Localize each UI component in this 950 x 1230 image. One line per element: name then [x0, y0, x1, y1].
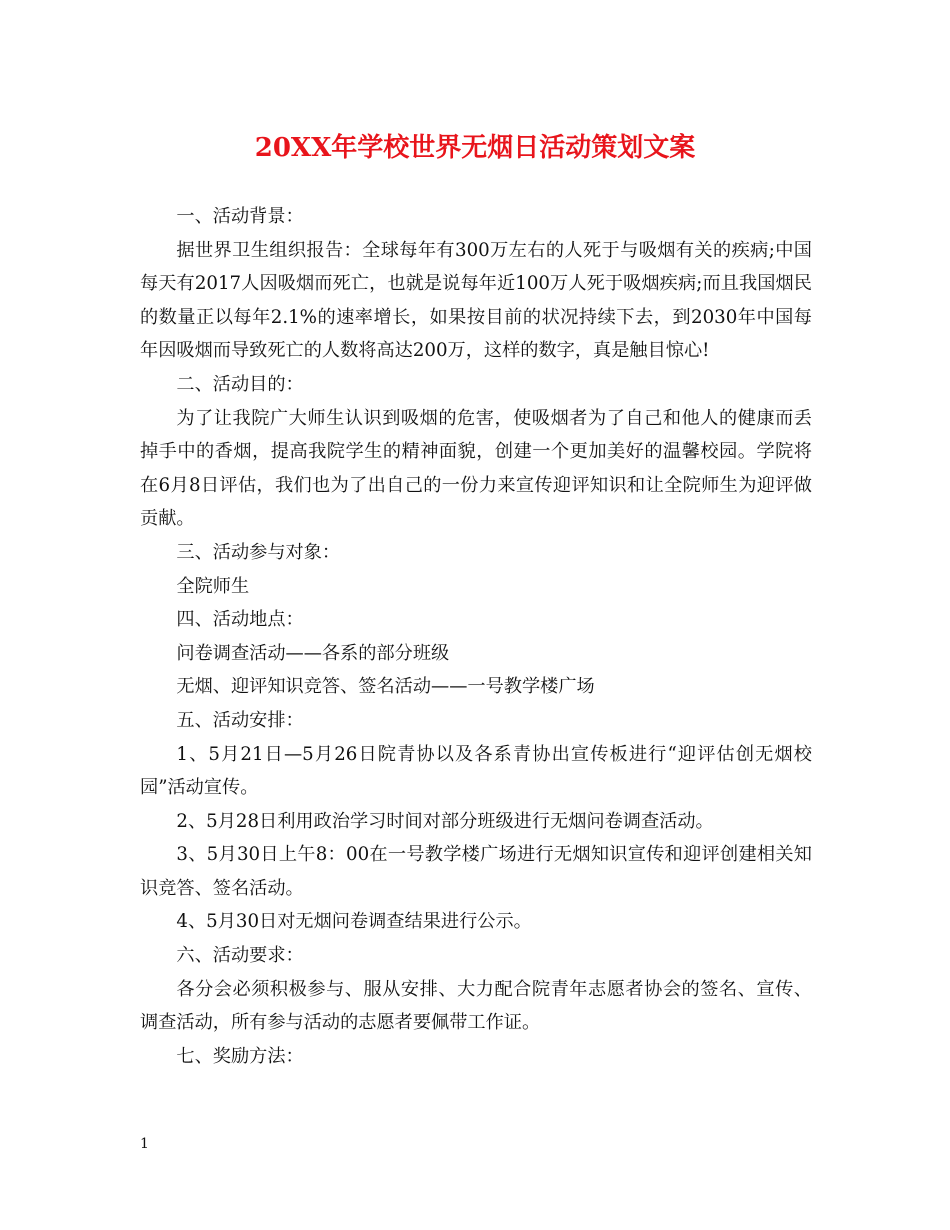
document-title: 20XX年学校世界无烟日活动策划文案 — [254, 133, 696, 163]
paragraph-schedule-4: 4、5月30日对无烟问卷调查结果进行公示。 — [176, 911, 532, 933]
paragraph-participants: 全院师生 — [176, 575, 250, 597]
section-heading-location: 四、活动地点： — [176, 609, 304, 631]
page-number: 1 — [140, 1136, 149, 1152]
document-body — [140, 200, 812, 1073]
paragraph-location-survey: 问卷调查活动——各系的部分班级 — [176, 642, 450, 664]
section-heading-participants: 三、活动参与对象： — [176, 541, 341, 563]
paragraph-requirements: 各分会必须积极参与、服从安排、大力配合院青年志愿者协会的签名、宣传、调查活动，所有参与活动的志愿者要佩带工作证。 — [140, 978, 812, 1034]
paragraph-schedule-3: 3、5月30日上午8：00在一号教学楼广场进行无烟知识宣传和迎评创建相关知识竞答、签名活动。 — [140, 844, 812, 899]
paragraph-location-quiz: 无烟、迎评知识竞答、签名活动——一号教学楼广场 — [176, 676, 595, 698]
paragraph-schedule-1: 1、5月21日—5月26日院青协以及各系青协出宣传板进行“迎评估创无烟校园”活动宣传。 — [140, 743, 812, 799]
paragraph-schedule-2: 2、5月28日利用政治学习时间对部分班级进行无烟问卷调查活动。 — [176, 810, 714, 832]
section-heading-background: 一、活动背景： — [176, 206, 304, 227]
paragraph-background: 据世界卫生组织报告：全球每年有300万左右的人死于与吸烟有关的疾病;中国每天有2017人因吸烟而死亡，也就是说每年近100万人死于吸烟疾病;而且我国烟民的数量正以每年2.1%的速率增长，如果按目前的状况持续下去，到2030年中国每年因吸烟而导致死亡的人数将高达200万，这样的数字，真是触目惊心! — [140, 239, 812, 362]
section-heading-purpose: 二、活动目的： — [176, 373, 304, 395]
paragraph-purpose: 为了让我院广大师生认识到吸烟的危害，使吸烟者为了自己和他人的健康而丢掉手中的香烟，提高我院学生的精神面貌，创建一个更加美好的温馨校园。学院将在6月8日评估，我们也为了出自己的一份力来宣传迎评知识和让全院师生为迎评做贡献。 — [140, 407, 812, 530]
section-heading-requirements: 六、活动要求： — [176, 945, 304, 967]
section-heading-schedule: 五、活动安排： — [176, 709, 304, 731]
section-heading-rewards: 七、奖励方法： — [176, 1045, 304, 1067]
